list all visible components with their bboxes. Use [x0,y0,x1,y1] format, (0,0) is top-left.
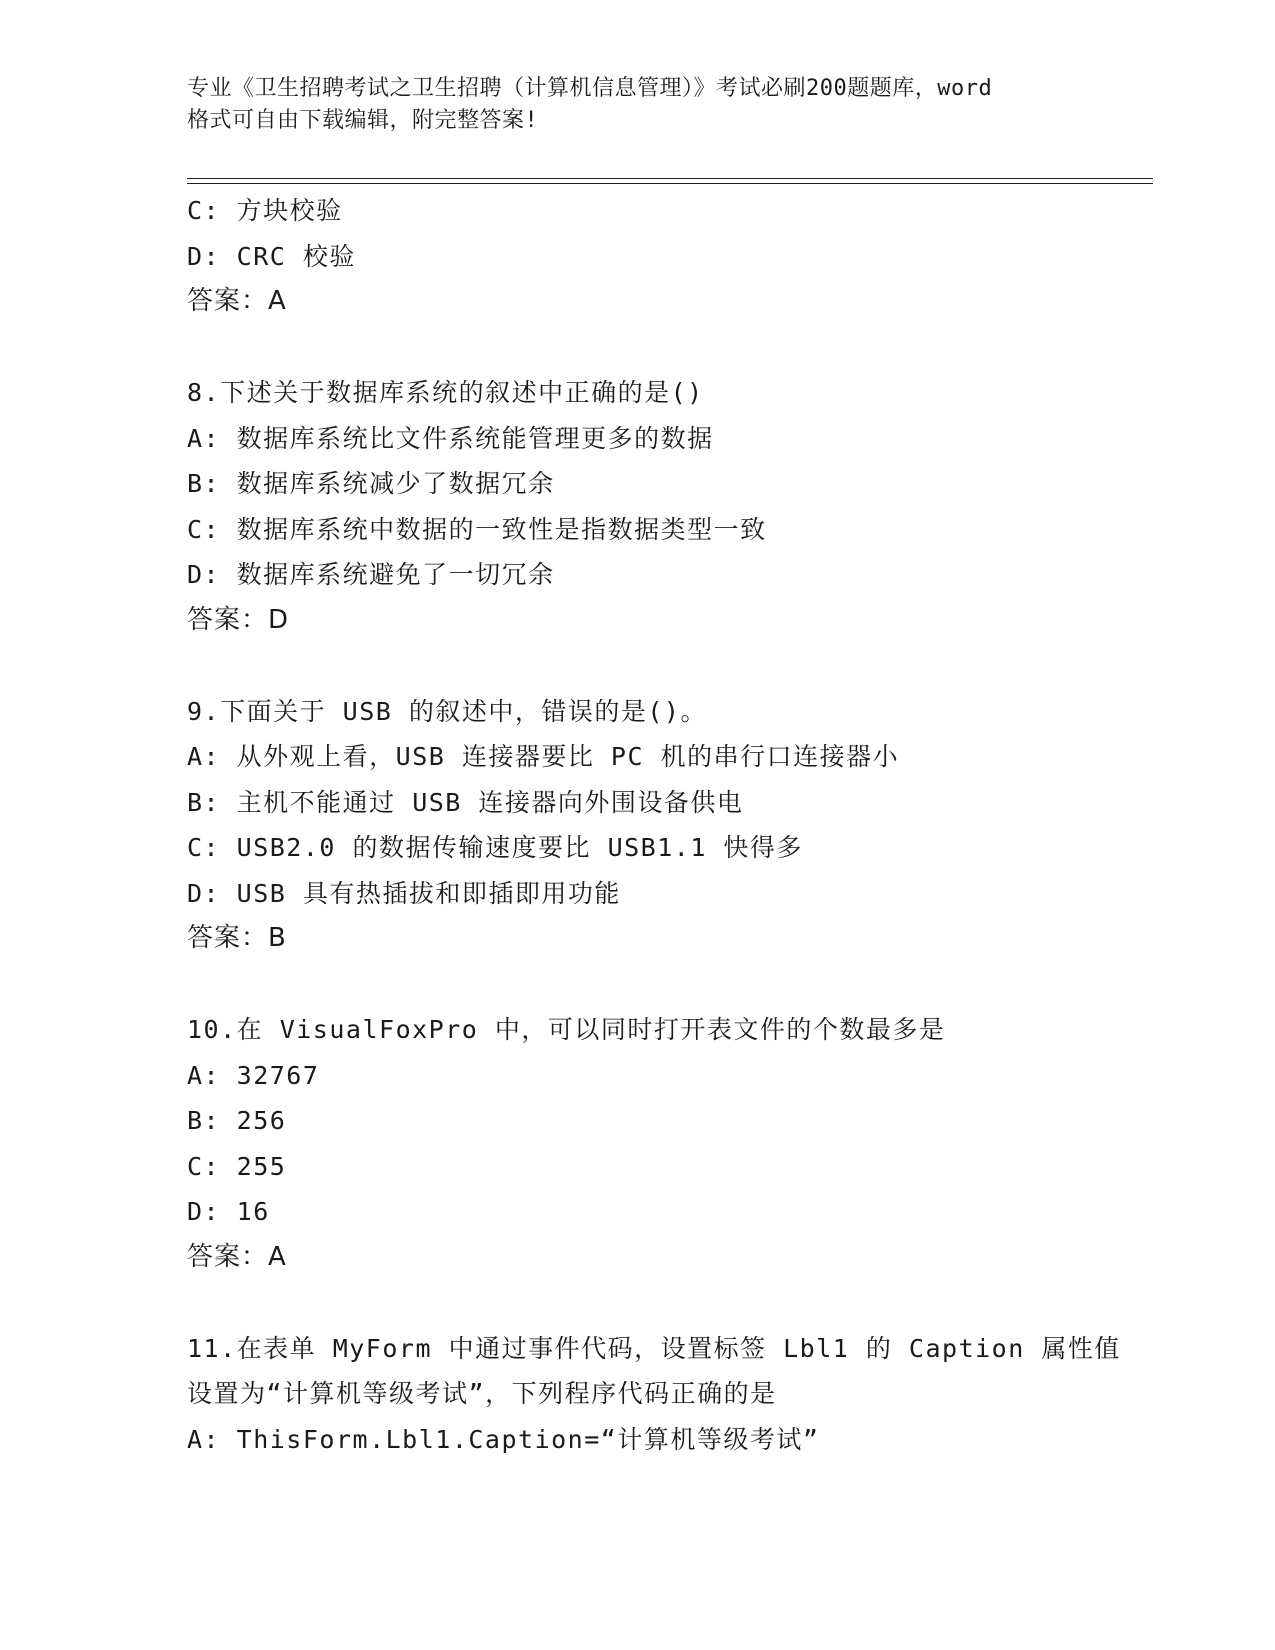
question-stem: 9.下面关于 USB 的叙述中，错误的是()。 [187,696,707,726]
answer-label: 答案：A [187,286,287,316]
option-b: B: 256 [187,1106,287,1135]
spacer [187,962,1187,1008]
answer-label: 答案：B [187,923,287,953]
question-list [187,188,1187,1462]
option-b: B: 主机不能通过 USB 连接器向外围设备供电 [187,787,744,817]
header-divider-top [187,178,1153,179]
question-stem-line-1: 11.在表单 MyForm 中通过事件代码，设置标签 Lbl1 的 Caption 属性值 [187,1333,1121,1363]
spacer [187,325,1187,371]
option-c: C: USB2.0 的数据传输速度要比 USB1.1 快得多 [187,833,803,862]
question-7-continued [187,188,1187,325]
option-c: C: 数据库系统中数据的一致性是指数据类型一致 [187,514,767,544]
option-a: A: ThisForm.Lbl1.Caption=“计算机等级考试” [187,1424,820,1454]
option-d: D: 16 [187,1197,270,1226]
option-a: A: 从外观上看，USB 连接器要比 PC 机的串行口连接器小 [187,742,900,771]
question-8 [187,370,1187,643]
option-a: A: 数据库系统比文件系统能管理更多的数据 [187,423,714,453]
header-divider-bottom [187,183,1153,184]
answer-label: 答案：A [187,1241,287,1272]
document-header [187,73,1087,137]
option-b: B: 数据库系统减少了数据冗余 [187,469,555,498]
option-d: D: USB 具有热插拔和即插即用功能 [187,878,621,908]
header-line-2: 格式可自由下载编辑，附完整答案! [187,108,539,133]
question-stem: 10.在 VisualFoxPro 中，可以同时打开表文件的个数最多是 [187,1015,946,1044]
question-9 [187,689,1187,962]
question-10 [187,1007,1187,1280]
header-line-1: 专业《卫生招聘考试之卫生招聘（计算机信息管理）》考试必刷200题题库，word [187,76,993,101]
spacer [187,643,1187,689]
option-c: C: 方块校验 [187,196,343,225]
option-d: D: 数据库系统避免了一切冗余 [187,560,555,589]
option-a: A: 32767 [187,1060,320,1090]
option-d: D: CRC 校验 [187,241,356,271]
question-stem: 8.下述关于数据库系统的叙述中正确的是() [187,378,704,407]
question-11 [187,1326,1187,1463]
spacer [187,1280,1187,1326]
question-stem-line-2: 设置为“计算机等级考试”，下列程序代码正确的是 [187,1379,777,1408]
option-c: C: 255 [187,1151,287,1181]
answer-label: 答案：D [187,604,290,635]
